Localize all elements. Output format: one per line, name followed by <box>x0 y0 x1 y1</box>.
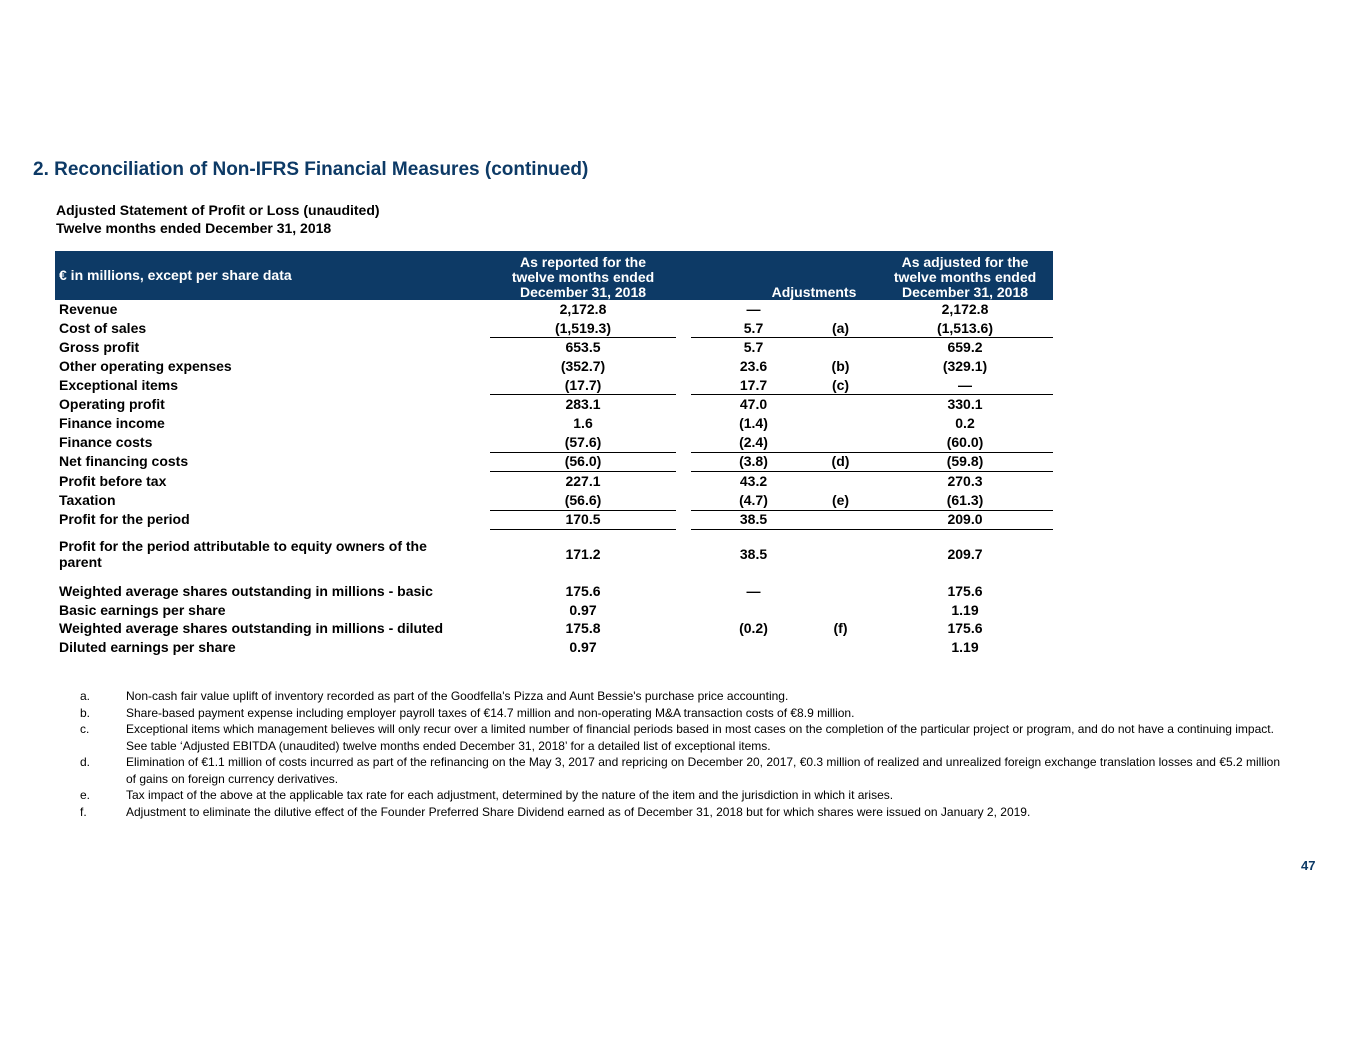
adjustment-text: (0.2) <box>739 620 768 637</box>
row-label: Weighted average shares outstanding in millions - basic <box>59 583 433 600</box>
reported-value: (352.7) <box>560 357 606 374</box>
table-row <box>55 376 1053 395</box>
column-gap <box>676 433 691 452</box>
row-label: Operating profit <box>59 396 165 413</box>
adjustment-note: (b) <box>831 357 850 374</box>
reported-value: 0.97 <box>569 601 597 618</box>
reported-value: 653.5 <box>565 339 601 356</box>
column-gap <box>676 601 691 620</box>
spacer-cell <box>691 530 877 539</box>
row-label: Finance costs <box>59 433 153 450</box>
adjustment-note: (d) <box>831 453 850 470</box>
statement-period: Twelve months ended December 31, 2018 <box>56 220 332 236</box>
adjustment-text: (1.4) <box>739 414 768 431</box>
adjusted-value: 0.2 <box>955 414 975 431</box>
profit-loss-table <box>55 251 1053 657</box>
header-adjusted-line: As adjusted for the <box>901 254 1029 270</box>
row-label: Finance income <box>59 414 165 431</box>
header-reported-line: twelve months ended <box>511 269 655 285</box>
adjusted-value: 1.19 <box>951 601 979 618</box>
footnotes <box>80 688 1280 820</box>
header-adjustments <box>691 251 877 300</box>
footnote-text: Non-cash fair value uplift of inventory recorded as part of the Goodfella's Pizza and Aunt Bessie's purchase price accounting. <box>126 689 789 703</box>
footnote <box>80 688 1280 705</box>
reported-value: 175.8 <box>565 620 601 637</box>
adjustment-value <box>691 376 877 395</box>
table-row <box>55 395 1053 414</box>
table-row <box>55 638 1053 657</box>
footnote-text: Exceptional items which management believes will only recur over a limited number of financial periods based in most cases on the completion of the particular project or program, and do not have a continuing impact. See table ‘Adjusted EBITDA (unaudited) twelve months ended December 31, 2018’ for a detailed list of exceptional items. <box>126 722 1274 753</box>
spacer-cell <box>55 530 490 539</box>
spacer-cell <box>691 570 877 582</box>
reported-value: (1,519.3) <box>490 319 676 338</box>
reported-value: 283.1 <box>565 396 601 413</box>
row-label: Cost of sales <box>59 319 147 336</box>
adjustment-text: (2.4) <box>739 433 768 450</box>
spacer-cell <box>490 530 676 539</box>
adjustment-text: 38.5 <box>739 546 768 563</box>
spacer-cell <box>877 570 1053 582</box>
reported-value: 170.5 <box>490 510 676 530</box>
row-label: Basic earnings per share <box>59 601 226 618</box>
column-gap <box>676 319 691 338</box>
adjustment-note: (c) <box>831 376 850 393</box>
adjustment-value <box>691 357 877 376</box>
header-reported-line: As reported for the <box>519 254 646 270</box>
adjustment-value <box>691 414 877 433</box>
row-label: Gross profit <box>59 338 140 355</box>
adjustment-text: 47.0 <box>739 396 768 413</box>
header-reported-line: December 31, 2018 <box>519 284 647 300</box>
spacer-cell <box>490 570 676 582</box>
adjustment-value <box>691 338 877 357</box>
adjusted-value: (1,513.6) <box>877 319 1053 338</box>
column-gap <box>676 452 691 472</box>
adjustment-value <box>691 395 877 414</box>
adjusted-value: 1.19 <box>951 639 979 656</box>
row-label: Profit for the period <box>59 511 190 528</box>
header-adjusted-line: December 31, 2018 <box>901 284 1029 300</box>
column-gap <box>676 620 691 639</box>
table-header-row <box>55 251 1053 300</box>
adjustment-text: 23.6 <box>739 357 768 374</box>
adjustment-text: — <box>746 583 761 600</box>
adjustment-value <box>691 638 877 657</box>
adjustment-value <box>691 452 877 472</box>
row-label: Net financing costs <box>59 453 189 470</box>
reported-value: 1.6 <box>573 414 593 431</box>
reported-value: 171.2 <box>565 546 601 563</box>
spacer-cell <box>676 530 691 539</box>
page-number: 47 <box>1301 858 1316 873</box>
adjustment-text: 17.7 <box>739 376 768 393</box>
header-adjustments-label: Adjustments <box>771 284 857 300</box>
column-gap <box>676 582 691 601</box>
header-label: € in millions, except per share data <box>55 251 490 300</box>
adjustment-value <box>691 300 877 319</box>
column-gap <box>676 638 691 657</box>
footnote-letter: d. <box>80 755 91 769</box>
adjustment-value <box>691 582 877 601</box>
adjustment-note: (f) <box>833 620 848 637</box>
reported-value: 2,172.8 <box>559 300 607 317</box>
header-adjusted-line: twelve months ended <box>893 269 1037 285</box>
column-gap <box>676 338 691 357</box>
table-row <box>55 357 1053 376</box>
header-adjusted <box>877 251 1053 300</box>
spacer-cell <box>55 570 490 582</box>
footnote <box>80 754 1280 787</box>
row-label: Revenue <box>59 300 118 317</box>
adjustment-text: (3.8) <box>739 453 768 470</box>
table-row <box>55 338 1053 357</box>
reported-value: 175.6 <box>565 583 601 600</box>
column-gap <box>676 538 691 570</box>
footnote <box>80 721 1280 754</box>
adjusted-value: (59.8) <box>877 452 1053 472</box>
adjustment-value <box>691 538 877 570</box>
page-title: 2. Reconciliation of Non-IFRS Financial Measures (continued) <box>33 159 589 180</box>
adjusted-value: 270.3 <box>947 473 983 490</box>
adjustment-value <box>691 601 877 620</box>
footnote <box>80 705 1280 722</box>
header-reported <box>490 251 676 300</box>
adjustment-text: 5.7 <box>743 339 764 356</box>
column-gap <box>676 395 691 414</box>
adjusted-value: 209.7 <box>947 546 983 563</box>
reported-value: (17.7) <box>490 376 676 395</box>
table-row <box>55 452 1053 472</box>
column-gap <box>676 357 691 376</box>
table-row <box>55 510 1053 530</box>
adjusted-value: 175.6 <box>947 620 983 637</box>
table-row <box>55 472 1053 491</box>
column-gap <box>676 414 691 433</box>
reported-value: 227.1 <box>565 473 601 490</box>
footnote-text: Adjustment to eliminate the dilutive effect of the Founder Preferred Share Dividend earned as of December 31, 2018 but for which shares were issued on January 2, 2019. <box>126 804 1031 819</box>
footnote-text: Share-based payment expense including employer payroll taxes of €14.7 million and non-operating M&A transaction costs of €8.9 million. <box>126 705 855 720</box>
spacer-cell <box>877 530 1053 539</box>
footnote-letter: f. <box>80 804 87 819</box>
reported-value: (56.6) <box>490 491 676 510</box>
table-row <box>55 300 1053 319</box>
adjustment-value <box>691 620 877 639</box>
statement-title: Adjusted Statement of Profit or Loss (unaudited) <box>56 202 380 218</box>
table-spacer-row <box>55 530 1053 539</box>
adjustment-value <box>691 491 877 510</box>
table-row <box>55 601 1053 620</box>
header-gap <box>676 251 691 300</box>
column-gap <box>676 491 691 510</box>
footnote-letter: b. <box>80 705 91 720</box>
table-row <box>55 319 1053 338</box>
adjustment-text: 5.7 <box>743 319 764 336</box>
adjusted-value: 209.0 <box>877 510 1053 530</box>
table-row <box>55 414 1053 433</box>
adjustment-value <box>691 510 877 530</box>
row-label: Other operating expenses <box>59 357 232 374</box>
table-row <box>55 620 1053 639</box>
row-label: Profit for the period attributable to equity owners of the parent <box>59 538 427 571</box>
footnote-letter: e. <box>80 788 91 802</box>
column-gap <box>676 300 691 319</box>
table-body <box>55 300 1053 657</box>
table-row <box>55 582 1053 601</box>
adjustment-text: 43.2 <box>739 473 768 490</box>
adjusted-value: (60.0) <box>877 433 1053 452</box>
adjustment-text: 38.5 <box>739 511 768 528</box>
column-gap <box>676 472 691 491</box>
footnote-text: Elimination of €1.1 million of costs incurred as part of the refinancing on the May 3, 2017 and repricing on December 20, 2017, €0.3 million of realized and unrealized foreign exchange translation losses and €5.2 million of gains on foreign currency derivatives. <box>126 755 1281 786</box>
adjustment-text: (4.7) <box>739 491 768 508</box>
adjustment-note: (a) <box>831 319 850 336</box>
row-label: Profit before tax <box>59 472 167 489</box>
adjusted-value: (329.1) <box>942 357 988 374</box>
row-label: Diluted earnings per share <box>59 639 236 656</box>
row-label: Exceptional items <box>59 376 179 393</box>
footnote <box>80 804 1280 821</box>
footnote <box>80 787 1280 804</box>
reported-value: (56.0) <box>490 452 676 472</box>
adjusted-value: 659.2 <box>947 339 983 356</box>
adjustment-note: (e) <box>831 491 850 508</box>
adjusted-value: 175.6 <box>947 583 983 600</box>
reported-value: 0.97 <box>569 639 597 656</box>
table-row <box>55 491 1053 510</box>
footnote-letter: a. <box>80 689 91 703</box>
adjusted-value: 330.1 <box>947 396 983 413</box>
adjustment-text: — <box>746 300 761 317</box>
footnote-letter: c. <box>80 722 90 736</box>
table-spacer-row <box>55 570 1053 582</box>
adjusted-value: (61.3) <box>877 491 1053 510</box>
adjustment-value <box>691 472 877 491</box>
column-gap <box>676 376 691 395</box>
row-label: Weighted average shares outstanding in millions - diluted <box>59 620 444 637</box>
table-row <box>55 538 1053 570</box>
reported-value: (57.6) <box>490 433 676 452</box>
adjustment-value <box>691 319 877 338</box>
row-label: Taxation <box>59 491 116 508</box>
spacer-cell <box>676 570 691 582</box>
adjusted-value: — <box>877 376 1053 395</box>
adjustment-value <box>691 433 877 452</box>
column-gap <box>676 510 691 530</box>
footnote-text: Tax impact of the above at the applicable tax rate for each adjustment, determined by the nature of the item and the jurisdiction in which it arises. <box>126 788 894 802</box>
adjusted-value: 2,172.8 <box>941 300 989 317</box>
table-row <box>55 433 1053 452</box>
